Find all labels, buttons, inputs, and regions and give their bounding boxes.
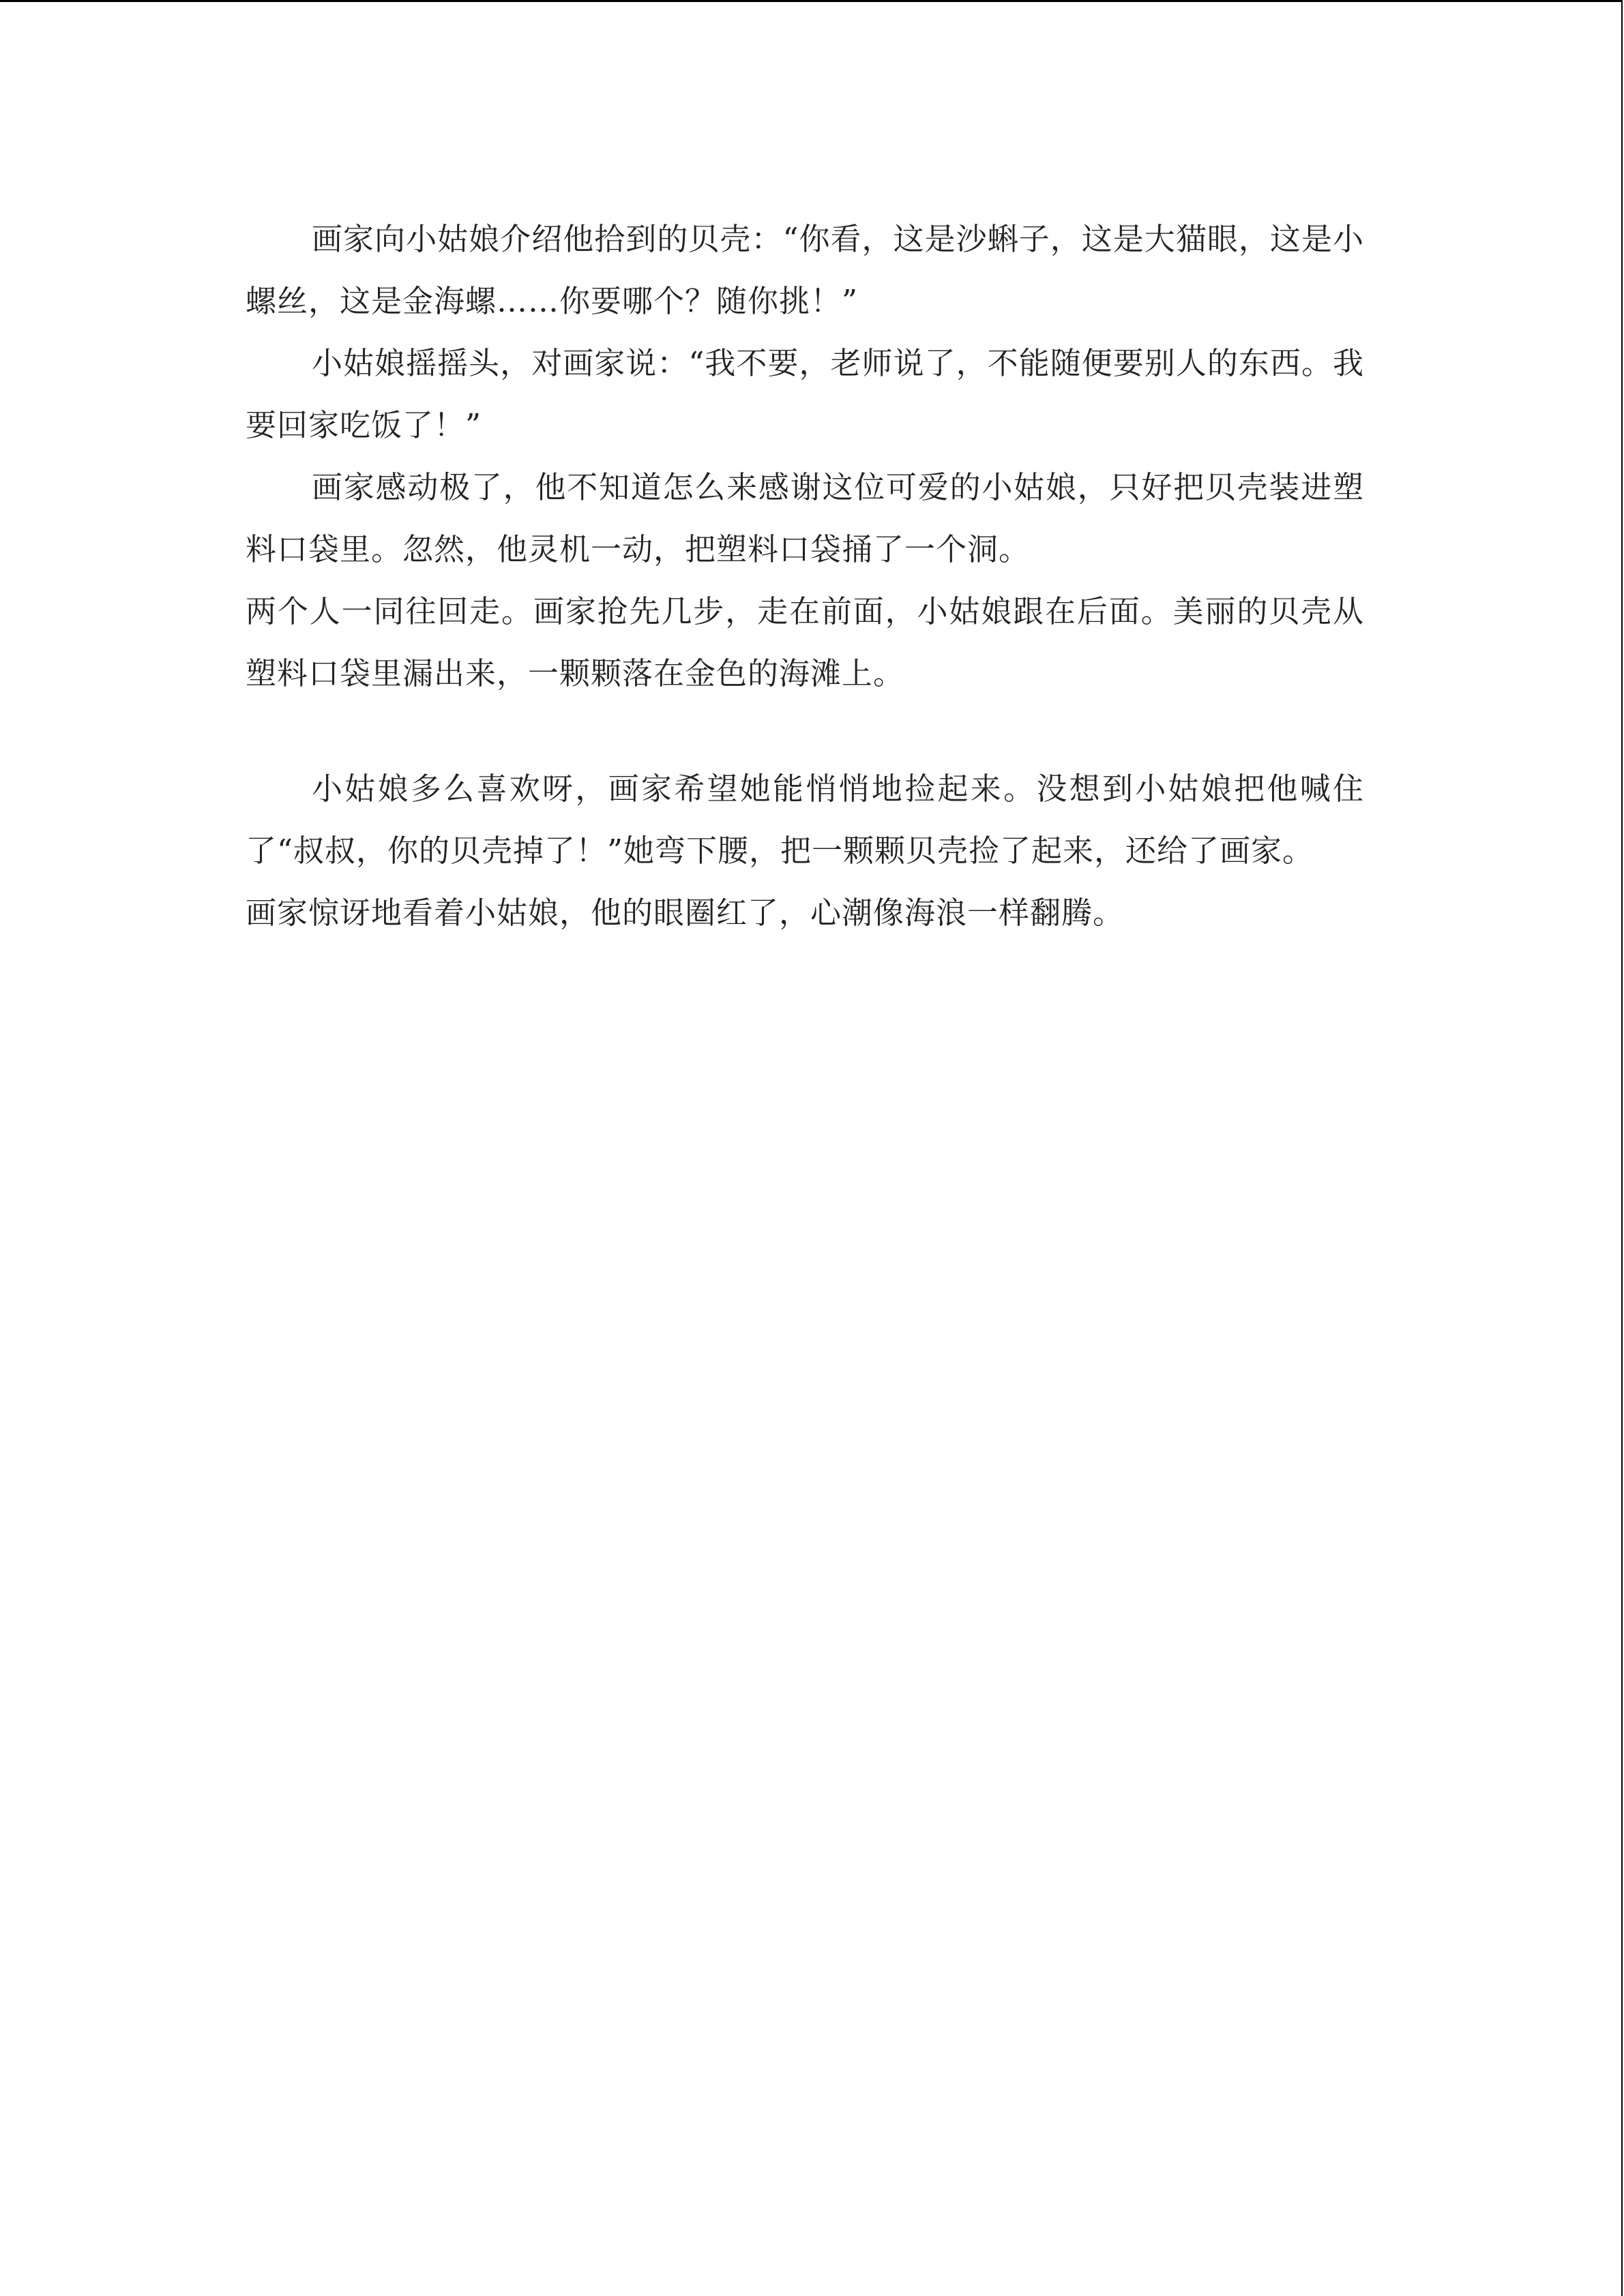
paragraph-5: 小姑娘多么喜欢呀，画家希望她能悄悄地捡起来。没想到小姑娘把他喊住了“叔叔，你的贝壳掉了！”她弯下腰，把一颗颗贝壳捡了起来，还给了画家。 — [246, 771, 1364, 869]
paragraph-2: 小姑娘摇摇头，对画家说：“我不要，老师说了，不能随便要别人的东西。我要回家吃饭了！” — [246, 345, 1364, 443]
paragraph-3: 画家感动极了，他不知道怎么来感谢这位可爱的小姑娘，只好把贝壳装进塑料口袋里。忽然，他灵机一动，把塑料口袋捅了一个洞。 — [246, 469, 1364, 567]
paragraph-1: 画家向小姑娘介绍他拾到的贝壳：“你看，这是沙蝌子，这是大猫眼，这是小螺丝，这是金海螺……你要哪个？随你挑！” — [246, 221, 1364, 319]
paragraph-6: 画家惊讶地看着小姑娘，他的眼圈红了，心潮像海浪一样翻腾。 — [246, 895, 1125, 931]
document-body — [246, 208, 1364, 944]
paragraph-4: 两个人一同往回走。画家抢先几步，走在前面，小姑娘跟在后面。美丽的贝壳从塑料口袋里漏出来，一颗颗落在金色的海滩上。 — [246, 593, 1364, 691]
